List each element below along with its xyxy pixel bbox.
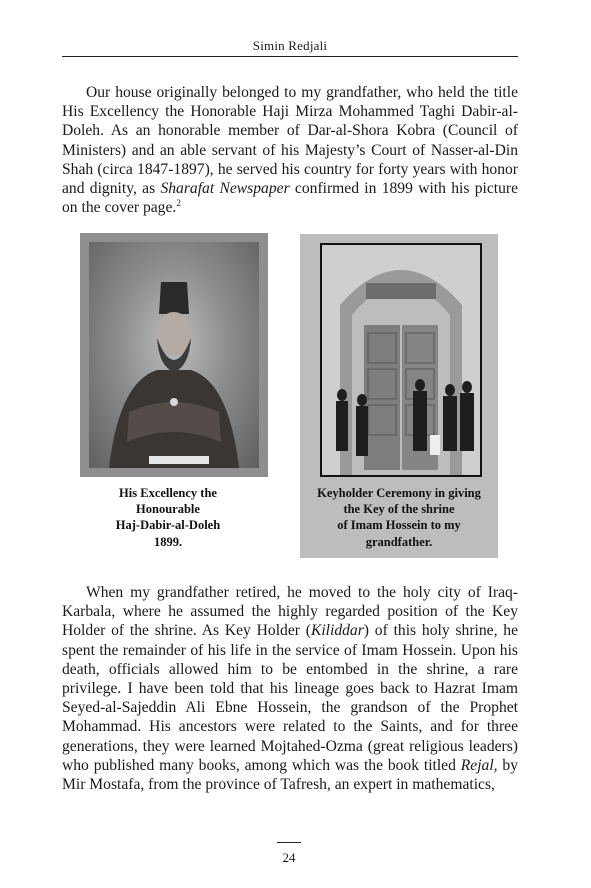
paragraph-2-text-b: ) of this holy shrine, he spent the remainder of his life in the service of Imam Hossein. Upon his death, officials allowed him to be entombed in the shrine, a rare privilege. I have been told that his lineage goes back to Hazrat Imam Seyed-al-Sajeddin Ali Ebne Hossein, the grandson of the Prophet Mohammad. His ancestors were related to the Saints, and for three generations, they were learned Mojtahed-Ozma (great religious leaders) who published many books, among which was the book titled [62, 622, 518, 774]
portrait-illustration [89, 242, 259, 468]
caption-line: of Imam Hossein to my [337, 518, 461, 533]
portrait-plaque [149, 456, 209, 464]
paragraph-2-text-a: When my grandfather retired, he moved to the holy city of Iraq-Karbala, where he assumed the highly regarded position of the Key Holder of the shrine. As Key Holder ( [62, 584, 518, 640]
caption-line: Keyholder Ceremony in giving [317, 486, 481, 500]
caption-line: Haj-Dabir-al-Doleh [115, 518, 221, 533]
caption-line: grandfather. [365, 534, 433, 549]
caption-line: the Key of the shrine [343, 502, 455, 517]
page-number: 24 [282, 850, 296, 865]
portrait-image [89, 242, 259, 468]
portrait-caption [88, 485, 248, 550]
ceremony-illustration [322, 245, 480, 475]
paragraph-2 [62, 583, 518, 794]
paragraph-1 [62, 83, 518, 217]
caption-line: His Excellency the [119, 486, 217, 500]
header-rule [62, 56, 518, 57]
caption-line: 1899. [153, 534, 183, 549]
paragraph-2-text-c: by Mir Mostafa, from the province of Tafresh, an expert in mathematics, [62, 756, 518, 794]
newspaper-title: Sharafat Newspaper [160, 180, 290, 198]
ceremony-caption [300, 485, 498, 550]
portrait-photo [80, 233, 268, 477]
footer-rule [277, 842, 301, 843]
paragraph-1-text-a: Our house originally belonged to my grandfather, who held the title His Excellency the Honorable Haji Mirza Mohammed Taghi Dabir-al-Doleh. As an honorable member of Dar-al-Shora Kobra (Council of Ministers) and an able servant of his Majesty’s Court of Nasser-al-Din Shah (circa 1847-1897), he served his country for forty years with honor and dignity, as [62, 84, 518, 198]
book-title: Rejal, [460, 756, 498, 774]
paragraph-1-text-b: confirmed in 1899 with his picture on the cover page. [62, 180, 518, 217]
ceremony-photo [320, 243, 482, 477]
kiliddar-term: Kiliddar [310, 622, 364, 640]
footnote-marker: 2 [176, 198, 181, 209]
caption-line: Honourable [136, 502, 200, 517]
running-head: Simin Redjali [252, 38, 328, 53]
